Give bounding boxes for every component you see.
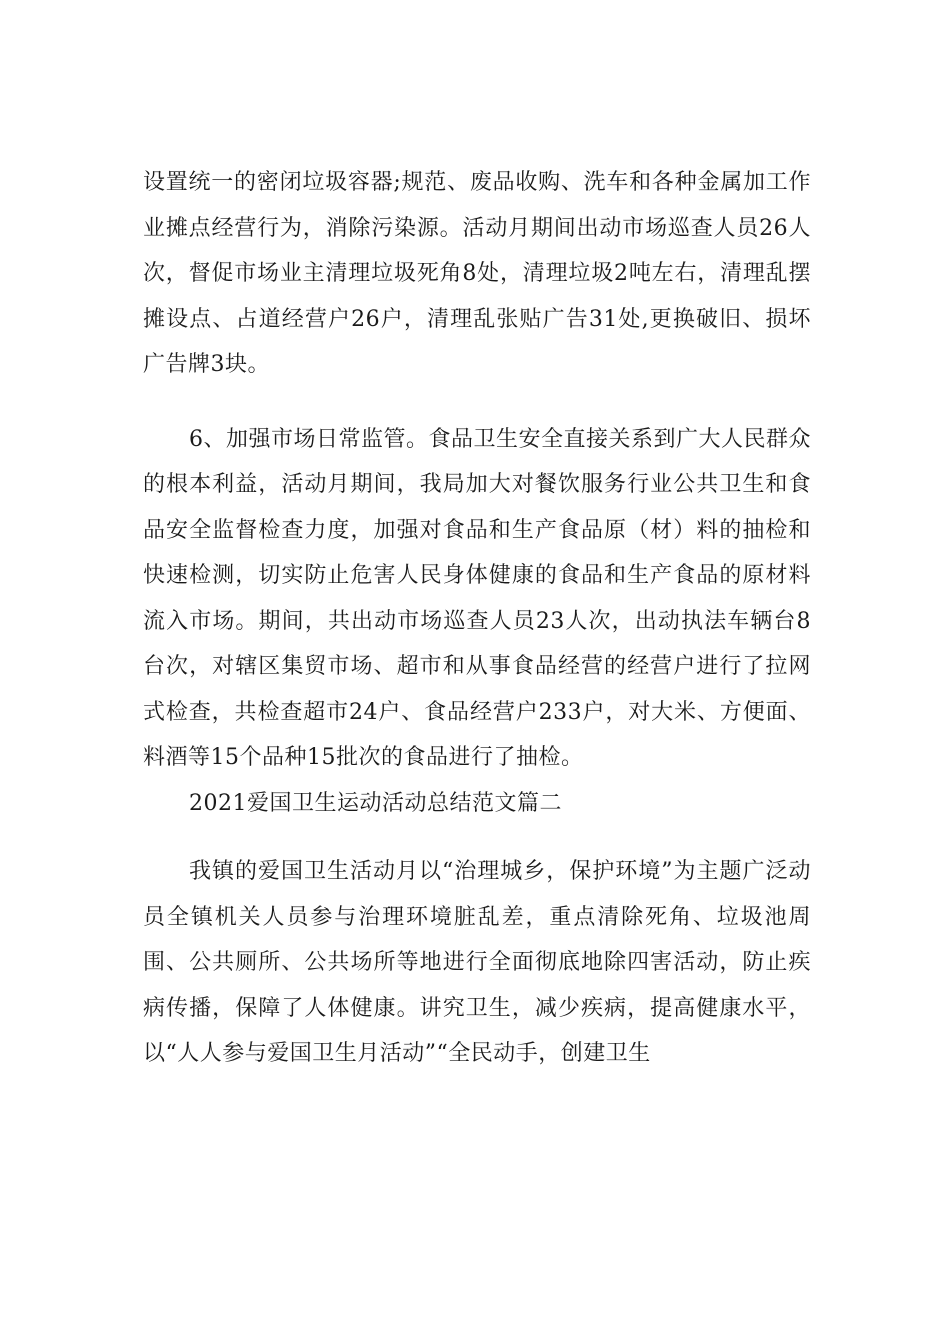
section-heading: 2021爱国卫生运动活动总结范文篇二 [189,790,562,816]
paragraph-continued: 设置统一的密闭垃圾容器;规范、废品收购、洗车和各种金属加工作业摊点经营行为，消除污染源。活动月期间出动市场巡查人员26人次，督促市场业主清理垃圾死角8处，清理垃圾2吨左右，清理乱摆摊设点、占道经营户26户，清理乱张贴广告31处,更换破旧、损坏广告牌3块。 [143,170,811,377]
document-body [143,160,811,1077]
paragraph-market-supervision: 6、加强市场日常监管。食品卫生安全直接关系到广大人民群众的根本利益，活动月期间，我局加大对餐饮服务行业公共卫生和食品安全监督检查力度，加强对食品和生产食品原（材）料的抽检和快速检测，切实防止危害人民身体健康的食品和生产食品的原材料流入市场。期间，共出动市场巡查人员23人次，出动执法车辆台8台次，对辖区集贸市场、超市和从事食品经营的经营户进行了拉网式检查，共检查超市24户、食品经营户233户，对大米、方便面、料酒等15个品种15批次的食品进行了抽检。 [143,426,811,770]
paragraph-section-two: 我镇的爱国卫生活动月以“治理城乡，保护环境”为主题广泛动员全镇机关人员参与治理环境脏乱差，重点清除死角、垃圾池周围、公共厕所、公共场所等地进行全面彻底地除四害活动，防止疾病传播，保障了人体健康。讲究卫生，减少疾病，提高健康水平，以“人人参与爱国卫生月活动”“全民动手，创建卫生 [143,859,811,1066]
